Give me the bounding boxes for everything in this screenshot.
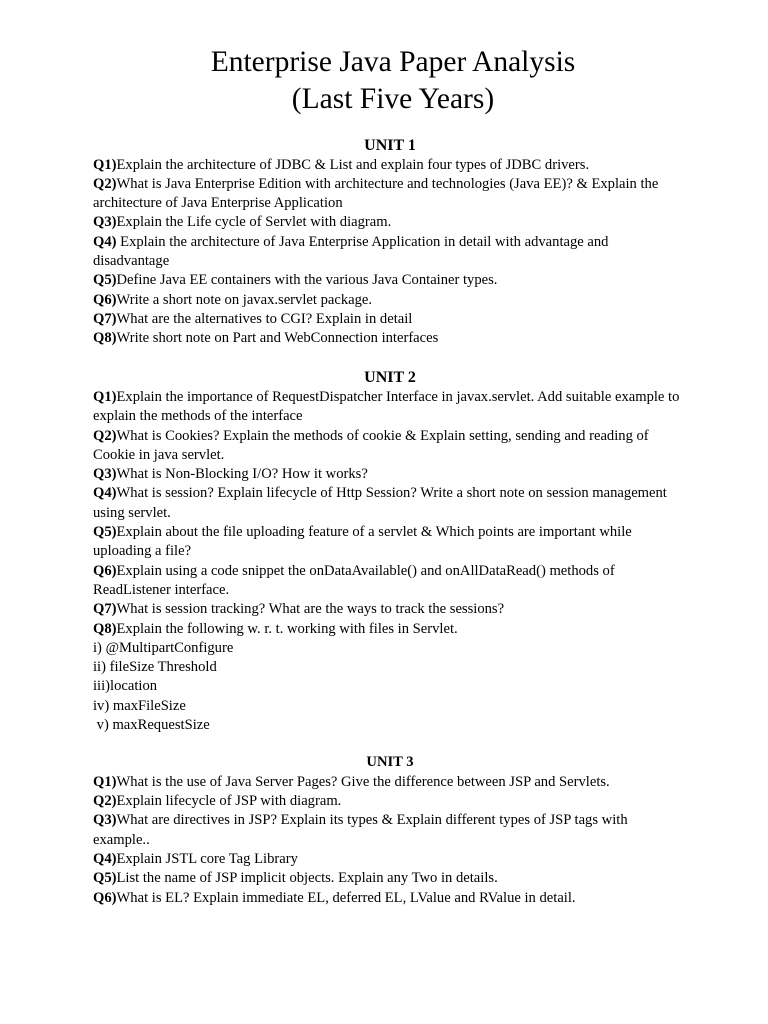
sub-item: i) @MultipartConfigure [93,639,234,656]
question-item [93,271,683,290]
question-number: Q7) [93,310,117,327]
question-number: Q8) [93,330,117,347]
question-text: What is Cookies? Explain the methods of cookie & Explain setting, sending and reading of Cookie in java servlet. [93,427,649,463]
sub-item: v) maxRequestSize [93,717,210,734]
question-number: Q6) [93,562,117,579]
question-number: Q2) [93,175,117,192]
question-number: Q4) [93,851,117,867]
question-text: Explain the architecture of JDBC & List and explain four types of JDBC drivers. [116,156,590,173]
question-text: Explain JSTL core Tag Library [116,851,298,867]
sub-item: ii) fileSize Threshold [93,659,217,676]
question-item [93,329,683,348]
question-number: Q1) [93,156,117,173]
question-item [93,620,683,639]
question-item [93,233,683,272]
question-item [93,175,683,214]
question-item [93,523,683,562]
question-text: Explain the Life cycle of Servlet with diagram. [116,214,392,231]
question-number: Q4) [93,485,117,502]
question-text: What is the use of Java Server Pages? Give the difference between JSP and Servlets. [116,773,610,790]
question-number: Q6) [93,291,117,308]
question-item [93,213,683,232]
unit-2-section [93,368,683,735]
question-item [93,792,683,811]
question-text: What are directives in JSP? Explain its types & Explain different types of JSP tags with example.. [93,812,628,848]
question-number: Q6) [93,889,117,906]
document-page [93,44,683,908]
question-item [93,484,683,523]
unit-heading: UNIT 2 [364,369,416,387]
question-number: Q5) [93,272,117,289]
question-item [93,427,683,466]
question-text: Explain about the file uploading feature of a servlet & Which points are important while uploading a file? [93,524,632,560]
question-number: Q2) [93,793,117,810]
question-text: Define Java EE containers with the various Java Container types. [116,272,498,289]
question-text: What is session tracking? What are the ways to track the sessions? [116,601,505,618]
question-item [93,600,683,619]
question-item [93,562,683,601]
question-text: What is session? Explain lifecycle of Http Session? Write a short note on session management using servlet. [93,485,667,521]
unit-3-section [93,753,683,908]
question-text: Explain lifecycle of JSP with diagram. [116,793,342,810]
question-text: What is Non-Blocking I/O? How it works? [116,466,368,483]
title-line-2: (Last Five Years) [291,83,495,115]
unit-1-section [93,136,683,348]
question-item [93,850,683,869]
question-item [93,291,683,310]
question-text: List the name of JSP implicit objects. Explain any Two in details. [116,870,498,887]
document-title [98,44,688,118]
question-item [93,869,683,888]
question-text: What is EL? Explain immediate EL, deferred EL, LValue and RValue in detail. [116,889,576,906]
question-item [93,889,683,908]
question-item [93,310,683,329]
question-number: Q2) [93,427,117,444]
question-text: Explain the architecture of Java Enterprise Application in detail with advantage and disadvantage [93,233,609,269]
question-text: Write a short note on javax.servlet package. [116,291,373,308]
question-number: Q3) [93,466,117,483]
question-number: Q8) [93,620,117,637]
sub-item: iv) maxFileSize [93,697,186,714]
unit-heading: UNIT 3 [366,754,414,771]
question-text: Explain using a code snippet the onDataAvailable() and onAllDataRead() methods of ReadListener interface. [93,562,615,598]
question-item [93,156,683,175]
question-number: Q5) [93,524,117,541]
question-item [93,465,683,484]
question-number: Q5) [93,870,117,887]
question-number: Q1) [93,773,117,790]
question-text: What is Java Enterprise Edition with architecture and technologies (Java EE)? & Explain the architecture of Java Enterprise Application [93,175,659,212]
question-text: Explain the following w. r. t. working with files in Servlet. [116,620,458,637]
sub-item: iii)location [93,678,158,695]
question-text: Explain the importance of RequestDispatcher Interface in javax.servlet. Add suitable example to explain the methods of the interface [93,388,680,425]
question-item [93,811,683,850]
question-number: Q7) [93,601,117,618]
question-number: Q1) [93,388,117,405]
title-line-1: Enterprise Java Paper Analysis [210,46,576,78]
question-item [93,773,683,792]
question-number: Q4) [93,233,117,250]
question-number: Q3) [93,812,117,829]
unit-heading: UNIT 1 [364,137,416,154]
question-text: What are the alternatives to CGI? Explain in detail [116,310,413,327]
question-item [93,388,683,427]
question-text: Write short note on Part and WebConnection interfaces [116,330,439,347]
question-number: Q3) [93,214,117,231]
